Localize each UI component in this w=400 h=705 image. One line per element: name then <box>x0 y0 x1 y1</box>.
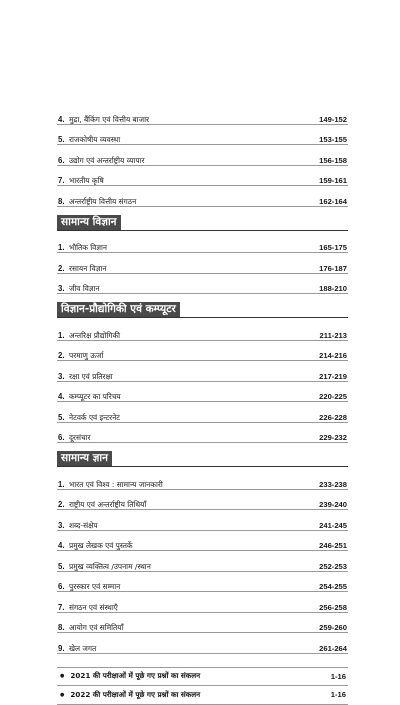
toc-entry-pages: 261-264 <box>319 643 347 653</box>
toc-section-general-science <box>57 233 348 295</box>
toc-footer-title: 2021 की परीक्षाओं में पूछे गए प्रश्नों का संकलन <box>70 671 201 680</box>
toc-entry-pages: 159-161 <box>319 176 347 185</box>
toc-entry-title: शब्द-संक्षेप <box>69 520 98 530</box>
toc-entry-number: 3. <box>58 284 65 293</box>
toc-entry-pages: 214-216 <box>319 351 347 360</box>
toc-entry[interactable] <box>57 469 348 490</box>
toc-entry-title: मुद्रा, बैंकिंग एवं वित्तीय बाजार <box>69 114 150 124</box>
toc-entry[interactable] <box>57 572 348 593</box>
toc-entry[interactable] <box>57 613 348 634</box>
toc-entry-pages: 241-245 <box>319 520 347 530</box>
toc-entry-title: दूरसंचार <box>69 433 91 442</box>
toc-section-general-knowledge <box>57 469 348 654</box>
toc-entry-title: राष्ट्रीय एवं अन्तर्राष्ट्रीय तिथियाँ <box>69 500 147 509</box>
toc-entry[interactable] <box>57 145 348 166</box>
toc-entry-title: राजकोषीय व्यवस्था <box>69 135 121 144</box>
toc-entry-number: 2. <box>58 263 65 273</box>
section-header-general-knowledge <box>57 451 348 467</box>
toc-footer-pages: 1-16 <box>330 671 346 681</box>
toc-entry[interactable] <box>57 125 348 146</box>
toc-entry[interactable] <box>57 633 348 654</box>
toc-entry-pages: 256-258 <box>319 602 347 612</box>
toc-entry-number: 8. <box>58 196 65 206</box>
toc-entry-title: प्रमुख व्यक्तित्व /उपनाम /स्थान <box>69 561 151 571</box>
toc-entry[interactable] <box>57 402 348 423</box>
toc-entry[interactable] <box>57 382 348 403</box>
toc-entry-pages: 226-228 <box>319 412 347 422</box>
toc-entry-number: 5. <box>58 135 65 144</box>
toc-entry[interactable] <box>57 274 348 295</box>
toc-entry-pages: 233-238 <box>319 479 347 489</box>
toc-entry-number: 2. <box>58 351 65 360</box>
toc-entry[interactable] <box>57 531 348 552</box>
toc-section-economy <box>57 104 348 207</box>
section-header-science-technology <box>57 302 348 318</box>
toc-entry-pages: 156-158 <box>319 155 347 165</box>
toc-entry-title: आयोग एवं समितियाँ <box>69 623 124 632</box>
toc-entry-number: 5. <box>58 412 65 422</box>
toc-entry-title: पुरस्कार एवं सम्मान <box>69 582 121 591</box>
toc-entry-number: 6. <box>58 582 65 591</box>
toc-entry[interactable] <box>57 423 348 444</box>
toc-entry-pages: 252-253 <box>319 561 347 571</box>
toc-entry-pages: 239-240 <box>319 500 347 509</box>
toc-entry-number: 1. <box>58 479 65 489</box>
toc-entry-number: 6. <box>58 155 65 165</box>
toc-entry[interactable] <box>57 253 348 274</box>
toc-entry-pages: 259-260 <box>319 623 347 632</box>
toc-footer-entry[interactable] <box>57 686 348 705</box>
toc-entry-title: अन्तर्राष्ट्रीय वित्तीय संगठन <box>69 196 137 206</box>
table-of-contents <box>57 104 348 705</box>
toc-entry-number: 8. <box>58 623 65 632</box>
toc-entry-pages: 254-255 <box>319 582 347 591</box>
section-title: सामान्य ज्ञान <box>57 451 112 466</box>
toc-entry-number: 7. <box>58 602 65 612</box>
toc-entry-number: 4. <box>58 114 65 124</box>
toc-entry-number: 1. <box>58 330 65 340</box>
toc-entry-title: नेटवर्क एवं इन्टरनेट <box>69 412 121 422</box>
toc-entry-pages: 149-152 <box>319 114 347 124</box>
toc-footer-title: 2022 की परीक्षाओं में पूछे गए प्रश्नों का संकलन <box>70 689 201 699</box>
toc-entry-number: 9. <box>58 643 65 653</box>
toc-footer <box>57 667 348 705</box>
bullet-icon: ● <box>60 673 65 679</box>
toc-entry-pages: 162-164 <box>319 196 347 206</box>
toc-entry-pages: 165-175 <box>319 243 347 252</box>
toc-entry-number: 2. <box>58 500 65 509</box>
toc-entry-number: 5. <box>58 561 65 571</box>
toc-entry-number: 1. <box>58 243 65 252</box>
toc-entry-pages: 229-232 <box>319 433 347 442</box>
toc-entry[interactable] <box>57 233 348 254</box>
toc-entry-pages: 246-251 <box>319 541 347 550</box>
toc-entry-title: खेल जगत <box>69 643 97 653</box>
toc-entry-number: 4. <box>58 541 65 550</box>
toc-section-science-technology <box>57 320 348 443</box>
toc-entry-pages: 153-155 <box>319 135 347 144</box>
toc-entry[interactable] <box>57 320 348 341</box>
section-header-general-science <box>57 215 348 231</box>
toc-entry-title: अन्तरिक्ष प्रौद्योगिकी <box>69 330 121 340</box>
toc-entry-title: रक्षा एवं प्रतिरक्षा <box>69 371 113 381</box>
toc-entry-title: रसायन विज्ञान <box>69 263 107 273</box>
toc-entry-number: 4. <box>58 392 65 401</box>
toc-entry-pages: 176-187 <box>319 263 347 273</box>
toc-entry-number: 3. <box>58 520 65 530</box>
toc-entry-number: 7. <box>58 176 65 185</box>
toc-entry-number: 3. <box>58 371 65 381</box>
toc-entry-title: परमाणु ऊर्जा <box>69 351 104 360</box>
toc-entry[interactable] <box>57 361 348 382</box>
toc-entry-title: भारतीय कृषि <box>69 176 104 185</box>
toc-entry-pages: 188-210 <box>319 284 347 293</box>
toc-entry-pages: 220-225 <box>319 392 347 401</box>
toc-entry-title: उद्योग एवं अन्तर्राष्ट्रीय व्यापार <box>69 155 145 165</box>
toc-footer-pages: 1-16 <box>330 690 346 699</box>
toc-entry-pages: 211-213 <box>319 330 347 340</box>
toc-entry[interactable] <box>57 186 348 207</box>
bullet-icon: ● <box>60 691 65 698</box>
section-title: विज्ञान-प्रौद्योगिकी एवं कम्प्यूटर <box>57 302 180 317</box>
toc-entry[interactable] <box>57 166 348 187</box>
toc-entry-title: भारत एवं विश्व : सामान्य जानकारी <box>69 479 163 489</box>
toc-entry[interactable] <box>57 551 348 572</box>
toc-entry[interactable] <box>57 592 348 613</box>
toc-footer-entry[interactable] <box>57 667 348 686</box>
toc-entry-title: जीव विज्ञान <box>69 284 100 293</box>
toc-entry-title: प्रमुख लेखक एवं पुस्तकें <box>69 541 133 550</box>
toc-entry[interactable] <box>57 341 348 362</box>
toc-entry[interactable] <box>57 490 348 511</box>
toc-entry-pages: 217-219 <box>319 371 347 381</box>
toc-entry-title: संगठन एवं संस्थाएँ <box>69 602 118 612</box>
toc-entry[interactable] <box>57 104 348 125</box>
toc-entry-title: कम्प्यूटर का परिचय <box>69 392 121 401</box>
toc-entry[interactable] <box>57 510 348 531</box>
toc-entry-number: 6. <box>58 433 65 442</box>
toc-entry-title: भौतिक विज्ञान <box>69 243 108 252</box>
section-title: सामान्य विज्ञान <box>57 215 121 230</box>
